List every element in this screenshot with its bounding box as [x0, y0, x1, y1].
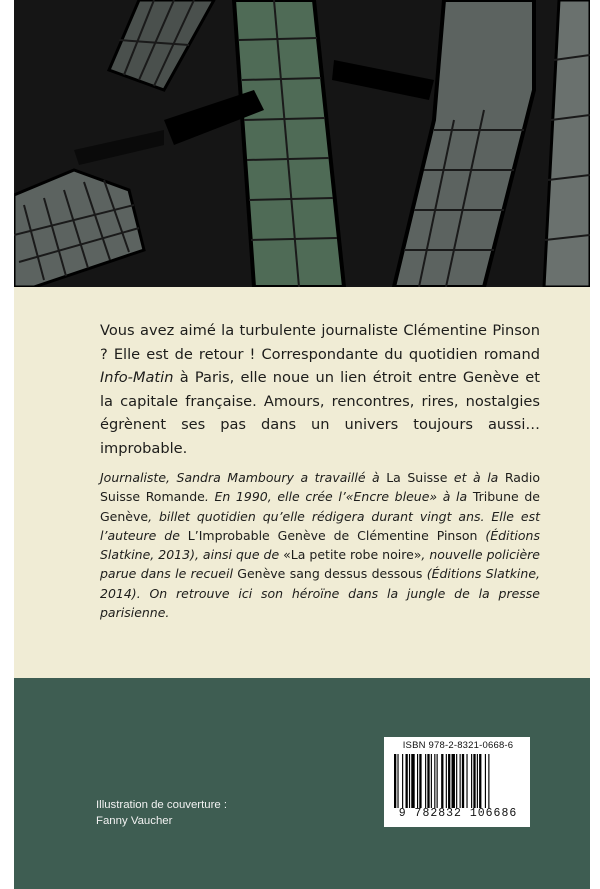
barcode-bar [409, 754, 410, 808]
barcode-bar [477, 754, 478, 808]
back-cover-text-panel [14, 287, 590, 678]
barcode-bar [479, 754, 481, 808]
barcode-bar [417, 754, 418, 808]
barcode-bar [434, 754, 435, 808]
glass-roof-drawing [14, 0, 590, 287]
bio-text: Journaliste, Sandra Mamboury a travaillé à [100, 470, 387, 485]
bio-title: La Suisse [386, 470, 448, 485]
newspaper-title: Info-Matin [100, 369, 174, 387]
barcode-bar [448, 754, 450, 808]
bio-title: L’Improbable Genève de Clémentine Pinson [187, 527, 478, 543]
barcode-bar [485, 754, 486, 808]
blurb-text: Vous avez aimé la turbulente journaliste Clémentine Pinson ? Elle est de retour ! Correspondante du quotidien romand [100, 322, 540, 363]
barcode-bar [419, 754, 421, 808]
illustration-credit [96, 797, 227, 829]
bio-title: Radio Suisse Romande [100, 470, 540, 505]
bio-text: , nouvelle policière parue dans le recueil [100, 547, 540, 582]
barcode-bar [471, 754, 472, 808]
barcode-bar [488, 754, 489, 808]
barcode-bar [431, 754, 432, 808]
barcode-bar [466, 754, 467, 808]
barcode-bars [394, 754, 520, 808]
bio-text: . En 1990, elle crée l’«Encre bleue» à la [204, 489, 473, 505]
barcode-bar [406, 754, 408, 808]
cover-illustration [14, 0, 590, 287]
barcode-bar [446, 754, 447, 808]
bio-text: et à la [447, 470, 505, 485]
barcode-bar [425, 754, 426, 808]
back-cover [14, 0, 590, 889]
bio-title: Tribune de Genève [100, 489, 540, 524]
blurb-text-continued: à Paris, elle noue un lien étroit entre Genève et la capitale française. Amours, rencontres, rires, nostalgies égrènent ses pas dans un univers toujours aussi… improbable. [100, 369, 540, 457]
barcode-bar [411, 754, 414, 808]
barcode-bar [397, 754, 398, 808]
barcode-bar [473, 754, 475, 808]
bio-text: (Éditions Slatkine, 2014). On retrouve ici son héroïne dans la jungle de la presse parisienne. [100, 566, 540, 621]
blurb-paragraph [100, 319, 540, 461]
barcode-bar [427, 754, 429, 808]
barcode-bar [394, 754, 396, 808]
author-bio [100, 468, 540, 622]
barcode-bar [460, 754, 461, 808]
barcode-bar [402, 754, 403, 808]
credit-illustrator: Fanny Vaucher [96, 815, 173, 827]
barcode-bar [462, 754, 464, 808]
barcode-bar [452, 754, 455, 808]
bio-title: «La petite robe noire» [283, 547, 422, 563]
barcode-digits: 9 782832 106686 [398, 807, 518, 820]
credit-label: Illustration de couverture : [96, 799, 228, 811]
barcode-bar [437, 754, 438, 808]
bio-title: Genève sang dessus dessous [237, 566, 423, 582]
bio-text: , billet quotidien qu’elle rédigera durant vingt ans. Elle est l’auteure de [100, 508, 540, 543]
barcode-bar [441, 754, 443, 808]
isbn-barcode [384, 737, 530, 827]
barcode-bar [456, 754, 457, 808]
isbn-label: ISBN 978-2-8321-0668-6 [402, 740, 514, 751]
bio-text: (Éditions Slatkine, 2013), ainsi que de [100, 527, 540, 563]
